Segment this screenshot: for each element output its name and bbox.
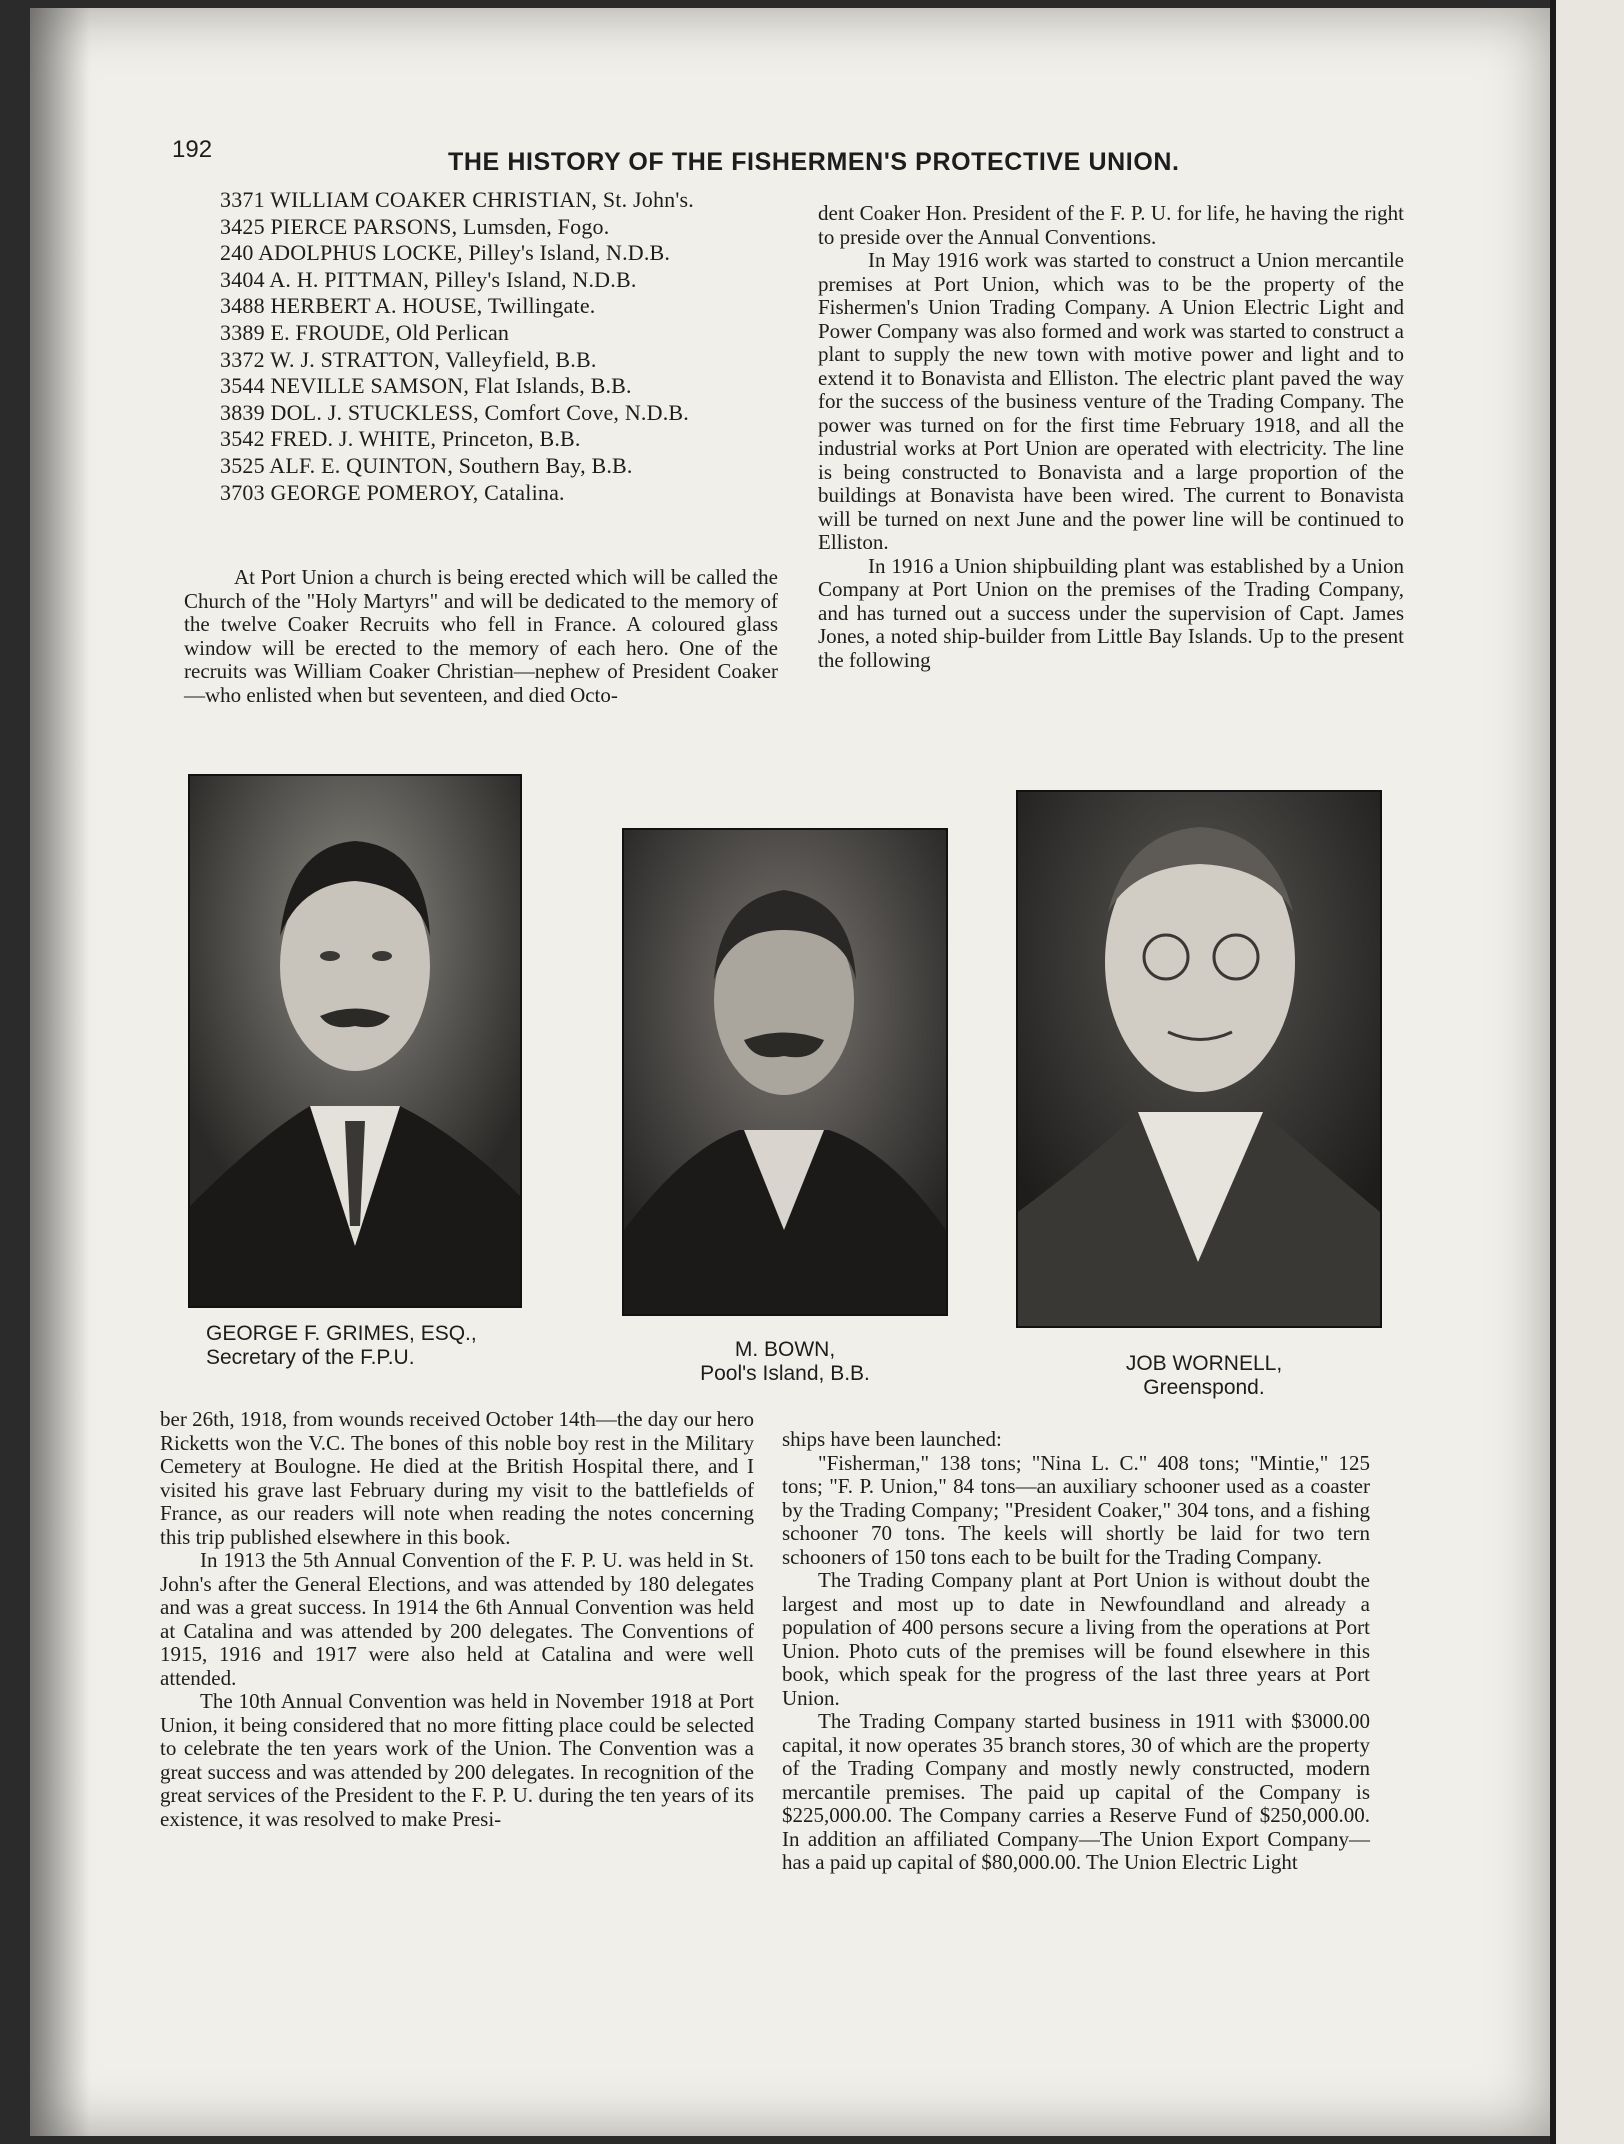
paragraph: In 1913 the 5th Annual Convention of the F. P. U. was held in St. John's after the General Elections, and was attended by 180 delegates and was a great success. In 1914 the 6th Annual Convention was held at Catalina and was attended by 200 delegates. The Conventions of 1915, 1916 and 1917 were also held at Catalina and were well attended. [160, 1548, 754, 1690]
page-gutter-shadow [30, 8, 90, 2136]
portrait-wornell [1016, 790, 1382, 1328]
roster-item: 3525 ALF. E. QUINTON, Southern Bay, B.B. [220, 452, 633, 478]
paragraph: In 1916 a Union shipbuilding plant was established by a Union Company at Port Union on the premises of the Trading Company, and has turned out a success under the supervision of Capt. James Jones, a noted ship-builder from Little Bay Islands. Up to the present the following [818, 553, 1404, 672]
left-lower-column [160, 1408, 754, 1831]
caption-wornell [1094, 1352, 1314, 1400]
running-title: THE HISTORY OF THE FISHERMEN'S PROTECTIVE UNION. [448, 148, 1180, 176]
portrait-grimes [188, 774, 522, 1308]
paragraph: dent Coaker Hon. President of the F. P. U. for life, he having the right to preside over the Annual Conventions. [818, 201, 1404, 249]
paragraph: In May 1916 work was started to construct a Union mercantile premises at Port Union, which was to be the property of the Fishermen's Union Trading Company. A Union Electric Light and Power Company was also formed and work was started to construct a plant to supply the new town with motive power and light and to extend it to Bonavista and Elliston. The electric plant paved the way for the success of the business venture of the Trading Company. The power was turned on for the first time February 1918, and all the industrial works at Port Union are operated with electricity. The line is being constructed to Bonavista and a large proportion of the buildings at Bonavista have been wired. The current to Bonavista will be turned on next June and the power line will be continued to Elliston. [818, 248, 1404, 554]
caption-place: Greenspond. [1143, 1376, 1265, 1399]
roster-item: 3371 WILLIAM COAKER CHRISTIAN, St. John's. [220, 187, 694, 212]
paragraph: "Fisherman," 138 tons; "Nina L. C." 408 tons; "Mintie," 125 tons; "F. P. Union," 84 tons—an auxiliary schooner used as a coaster by the Trading Company; "President Coaker," 304 tons, and a fishing schooner 70 tons. The keels will shortly be laid for two tern schooners of 150 tons each to be built for the Trading Company. [782, 1450, 1370, 1569]
roster-item: 3839 DOL. J. STUCKLESS, Comfort Cove, N.D.B. [220, 399, 689, 425]
paragraph: ber 26th, 1918, from wounds received October 14th—the day our hero Ricketts won the V.C. The bones of this noble boy rest in the Military Cemetery at Boulogne. He died at the British Hospital there, and I visited his grave last February during my visit to the battlefields of France, as our readers will note when reading the notes concerning this trip published elsewhere in this book. [160, 1407, 754, 1549]
paragraph: The Trading Company started business in 1911 with $3000.00 capital, it now operates 35 branch stores, 30 of which are the property of the Trading Company and mostly newly constructed, modern mercantile premises. The paid up capital of the Company is $225,000.00. The Company carries a Reserve Fund of $250,000.00. In addition an affiliated Company—The Union Export Company—has a paid up capital of $80,000.00. The Union Electric Light [782, 1709, 1370, 1874]
roster-item: 3542 FRED. J. WHITE, Princeton, B.B. [220, 426, 581, 452]
roster-item: 3425 PIERCE PARSONS, Lumsden, Fogo. [220, 213, 610, 239]
roster-item: 3372 W. J. STRATTON, Valleyfield, B.B. [220, 346, 597, 372]
roster-item: 3389 E. FROUDE, Old Perlican [220, 319, 510, 345]
portrait-wornell-image [1018, 792, 1380, 1326]
right-lower-column [782, 1428, 1370, 1875]
roster-item: 240 ADOLPHUS LOCKE, Pilley's Island, N.D.B. [220, 240, 671, 266]
caption-name: JOB WORNELL, [1125, 1352, 1283, 1375]
facing-page-edge [1550, 0, 1624, 2144]
caption-bown [660, 1338, 910, 1386]
portrait-grimes-image [190, 776, 520, 1306]
right-upper-column [818, 202, 1404, 672]
caption-name: GEORGE F. GRIMES, ESQ., [206, 1322, 477, 1345]
paragraph: ships have been launched: [782, 1427, 1002, 1451]
church-paragraph: At Port Union a church is being erected which will be called the Church of the "Holy Martyrs" and will be dedicated to the memory of the twelve Coaker Recruits who fell in France. A coloured glass window will be erected to the memory of each hero. One of the recruits was William Coaker Christian—nephew of President Coaker—who enlisted when but seventeen, and died Octo- [184, 565, 778, 707]
caption-name: M. BOWN, [734, 1338, 836, 1361]
roster-item: 3703 GEORGE POMEROY, Catalina. [220, 479, 565, 505]
roster-item: 3404 A. H. PITTMAN, Pilley's Island, N.D.B. [220, 266, 637, 292]
paragraph: The Trading Company plant at Port Union is without doubt the largest and most up to date in Newfoundland and already a population of 400 persons secure a living from the operations at Port Union. Photo cuts of the premises will be found elsewhere in this book, which speak for the progress of the last three years at Port Union. [782, 1568, 1370, 1710]
paragraph: The 10th Annual Convention was held in November 1918 at Port Union, it being considered that no more fitting place could be selected to celebrate the ten years work of the Union. The Convention was a great success and was attended by 200 delegates. In recognition of the great services of the President to the F. P. U. during the ten years of its existence, it was resolved to make Presi- [160, 1689, 754, 1831]
portrait-bown [622, 828, 948, 1316]
roster-item: 3544 NEVILLE SAMSON, Flat Islands, B.B. [220, 373, 632, 399]
page-number: 192 [172, 136, 213, 163]
portrait-bown-image [624, 830, 946, 1314]
caption-place: Pool's Island, B.B. [700, 1362, 870, 1385]
caption-title: Secretary of the F.P.U. [206, 1346, 415, 1369]
recruit-roster [220, 187, 780, 506]
roster-item: 3488 HERBERT A. HOUSE, Twillingate. [220, 293, 596, 319]
caption-grimes [206, 1322, 486, 1370]
